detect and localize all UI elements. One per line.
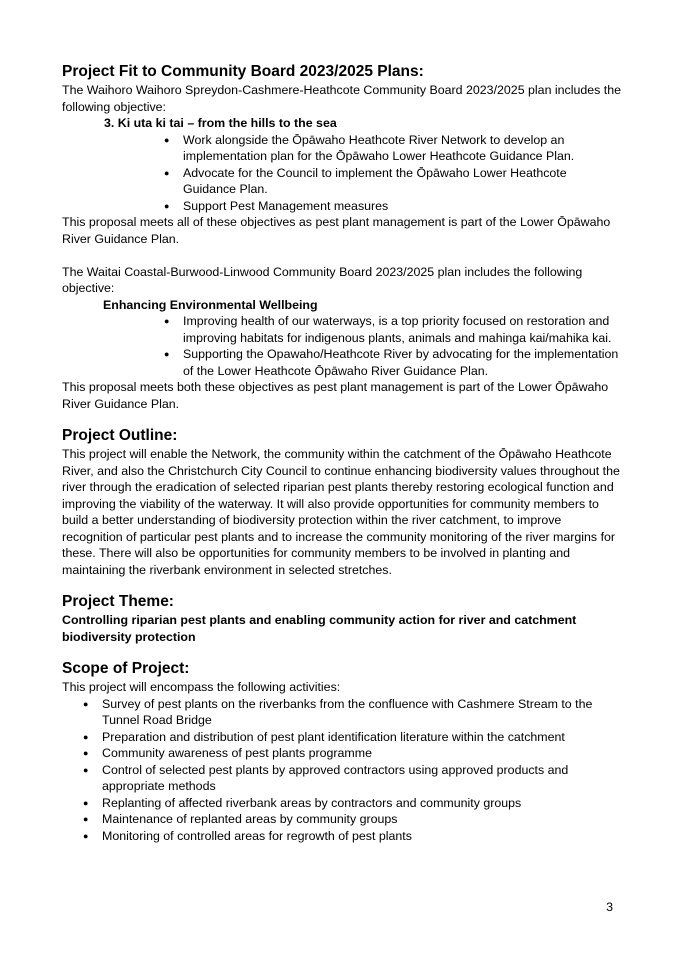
scope-list [62,696,622,845]
list-item: ● Support Pest Management measures [183,198,622,215]
fit-conclusion-2: This proposal meets both these objectives as pest plant management is part of the Lower Ōpāwaho River Guidance Plan. [62,380,609,411]
objective-2: Enhancing Environmental Wellbeing [103,297,318,312]
page-number: 3 [606,900,613,914]
fit-intro-1: The Waihoro Waihoro Spreydon-Cashmere-Heathcote Community Board 2023/2025 plan includes the following objective: [62,83,622,114]
fit-intro-2: The Waitai Coastal-Burwood-Linwood Community Board 2023/2025 plan includes the following objective: [62,264,583,295]
list-item: ● Replanting of affected riverbank areas by contractors and community groups [102,795,622,812]
list-item: ● Improving health of our waterways, is a top priority focused on restoration and improving habitats for indigenous plants, animals and mahinga kai/mahika kai. [183,313,622,346]
list-item: ● Preparation and distribution of pest plant identification literature within the catchment [102,729,622,746]
fit-heading: Project Fit to Community Board 2023/2025 Plans: [62,63,424,80]
theme-body: Controlling riparian pest plants and enabling community action for river and catchment biodiversity protection [62,613,577,644]
theme-heading: Project Theme: [62,593,174,610]
list-item: ● Work alongside the Ōpāwaho Heathcote River Network to develop an implementation plan for the Ōpāwaho Lower Heathcote Guidance Plan. [183,132,622,165]
list-item: ● Control of selected pest plants by approved contractors using approved products and appropriate methods [102,762,622,795]
list-item: ● Advocate for the Council to implement the Ōpāwaho Lower Heathcote Guidance Plan. [183,165,622,198]
list-item: ● Supporting the Opawaho/Heathcote River by advocating for the implementation of the Lower Heathcote Ōpāwaho River Guidance Plan. [183,346,622,379]
list-item: ● Community awareness of pest plants programme [102,745,622,762]
document-page [62,62,622,844]
scope-section [62,659,622,844]
theme-section [62,592,622,645]
scope-intro: This project will encompass the following activities: [62,680,341,694]
outline-body: This project will enable the Network, the community within the catchment of the Ōpāwaho Heathcote River, and also the Christchurch City Council to continue enhancing biodiversity values throughout the river through the eradication of selected riparian pest plants thereby restoring ecological function and improving the viability of the waterway. It will also provide opportunities for community members to build a better understanding of biodiversity protection within the river catchment, to improve recognition of particular pest plants and to increase the community monitoring of the river margins for these. There will also be opportunities for community members to be involved in planting and maintaining the riverbank environment in selected stretches. [62,447,620,577]
list-item: ● Survey of pest plants on the riverbanks from the confluence with Cashmere Stream to the Tunnel Road Bridge [102,696,622,729]
fit-conclusion-1: This proposal meets all of these objectives as pest plant management is part of the Lower Ōpāwaho River Guidance Plan. [62,215,611,246]
fit-section [62,62,622,412]
outline-section [62,426,622,578]
objective-1-list [62,132,622,215]
list-item: ● Maintenance of replanted areas by community groups [102,811,622,828]
objective-2-list [62,313,622,379]
objective-1: 3. Ki uta ki tai – from the hills to the sea [104,116,337,130]
list-item: ● Monitoring of controlled areas for regrowth of pest plants [102,828,622,845]
scope-heading: Scope of Project: [62,660,190,677]
outline-heading: Project Outline: [62,427,178,444]
